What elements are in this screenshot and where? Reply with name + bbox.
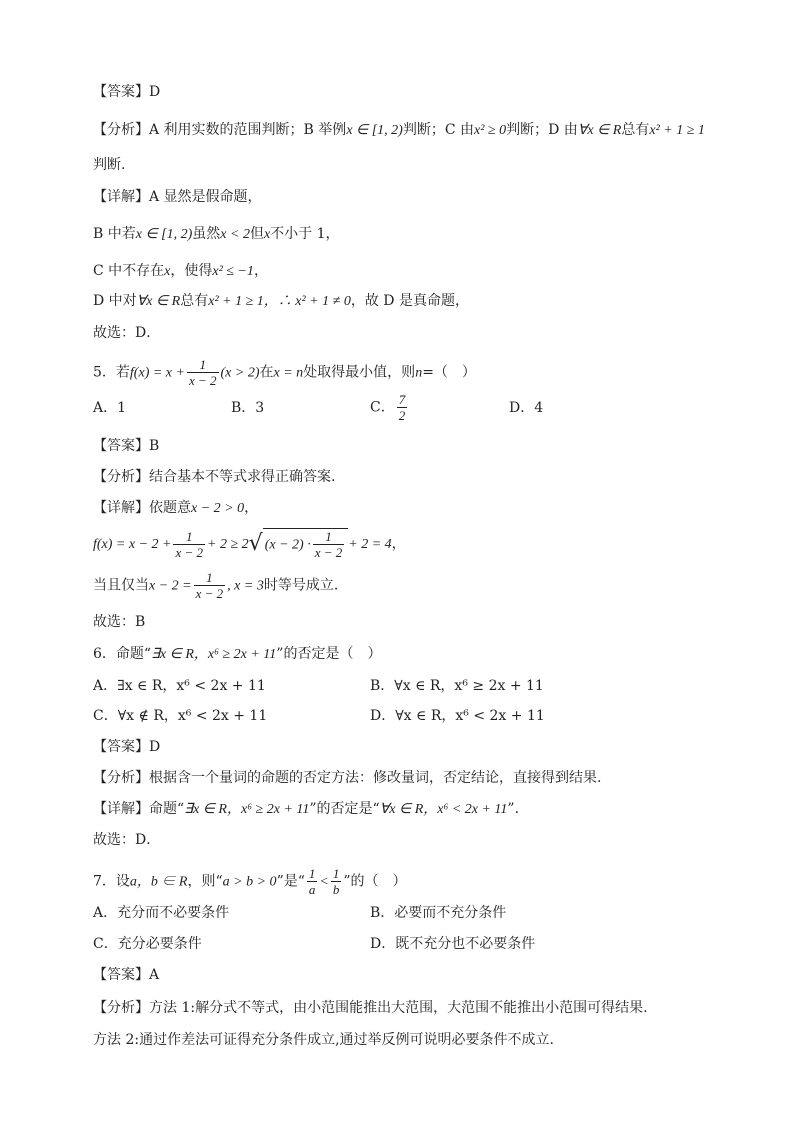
q7-option-d: D．既不充分也不必要条件	[370, 936, 536, 952]
numerator: 1	[187, 357, 219, 373]
math: n	[415, 365, 423, 381]
analysis-tag: 【分析】	[93, 770, 149, 786]
q7-option-c: C．充分必要条件	[93, 936, 202, 952]
q5-condition	[93, 570, 338, 601]
math: x < 2	[220, 227, 250, 242]
choose-text: 故选：B	[93, 614, 146, 630]
choose-text: 故选：D．	[93, 832, 161, 848]
detail-text: ，使得	[170, 263, 213, 279]
fraction	[331, 866, 342, 897]
q6-analysis	[93, 768, 601, 788]
detail-text: 依题意	[149, 500, 191, 516]
q5-detail	[93, 498, 258, 519]
q5-option-b: B．3	[231, 400, 265, 416]
q4-analysis	[93, 120, 705, 141]
analysis-text: 判断.	[93, 157, 126, 173]
fraction	[187, 357, 219, 388]
detail-text: 不小于 1，	[270, 226, 340, 242]
q7-analysis-method2	[93, 1030, 554, 1050]
numerator: 1	[308, 866, 316, 881]
analysis-text: 判断；D 由	[506, 122, 578, 138]
math: , x = 3	[227, 578, 264, 594]
denominator: x − 2	[314, 545, 343, 560]
math: ∃x ∈ R，x⁶ ≥ 2x + 11	[151, 647, 277, 662]
math: x = n	[273, 365, 304, 381]
math: a > b > 0	[222, 874, 277, 890]
q5-answer	[93, 436, 159, 456]
q5-option-d: D．4	[509, 400, 544, 416]
denominator: b	[332, 882, 340, 897]
q6-option-b: B．∀x ∈ R，x⁶ ≥ 2x + 11	[370, 678, 544, 694]
numerator: 1	[194, 570, 226, 586]
detail-text: 命题“	[149, 801, 185, 817]
math: x	[263, 227, 271, 242]
answer-tag: 【答案】	[93, 438, 149, 454]
stem-text: ”的否定是（ ）	[276, 646, 382, 662]
analysis-text: 方法 2:通过作差法可证得充分条件成立,通过举反例可说明必要条件不成立.	[93, 1032, 554, 1048]
denominator: 2	[398, 408, 406, 423]
math: x² + 1 ≥ 1	[649, 123, 705, 138]
q6-choose	[93, 830, 160, 850]
math: x² ≤ −1	[212, 264, 254, 279]
math: x − 2 > 0	[191, 501, 245, 516]
math: ∃x ∈ R，x⁶ ≥ 2x + 11	[184, 802, 310, 817]
analysis-text: 结合基本不等式求得正确答案.	[149, 469, 336, 485]
question-number: 5．若	[93, 364, 130, 381]
analysis-tag: 【分析】	[93, 1000, 149, 1016]
detail-text: ，	[244, 500, 259, 516]
q5-choose	[93, 612, 145, 632]
detail-text: ，故 D 是真命题，	[350, 293, 469, 309]
detail-text: ，	[253, 263, 268, 279]
detail-text: C 中不存在	[93, 263, 165, 279]
math: + 2 = 4	[348, 537, 392, 552]
detail-text: 当且仅当	[93, 577, 149, 594]
analysis-text: 总有	[621, 122, 650, 138]
math: x² + 1 ≥ 1，∴ x² + 1 ≠ 0	[208, 294, 351, 309]
q7-analysis	[93, 998, 648, 1018]
q6-option-c: C．∀x ∉ R，x⁶ < 2x + 11	[93, 708, 268, 724]
stem-text: ，则“	[187, 873, 223, 890]
numerator: 7	[398, 392, 406, 407]
detail-text: ”.	[507, 801, 520, 817]
q7-answer	[93, 965, 159, 985]
math: ∀x ∈ R	[136, 294, 181, 309]
detail-tag: 【详解】	[93, 801, 149, 817]
question-number: 7．设	[93, 873, 130, 890]
stem-text: =（ ）	[422, 364, 476, 381]
answer-value: D	[149, 84, 161, 100]
math: + 2 ≥ 2	[207, 537, 249, 552]
math: x ∈ [1, 2)	[135, 227, 193, 242]
detail-text: D 中对	[93, 293, 137, 309]
q6-detail	[93, 799, 519, 820]
q4-detail-d	[93, 291, 469, 312]
math: a，b ∈ R	[129, 874, 188, 890]
stem-text: 在	[259, 364, 274, 381]
math: (x > 2)	[220, 365, 260, 381]
stem-text: ”是“	[276, 873, 305, 890]
fraction	[173, 529, 205, 560]
radical-sign: √	[248, 531, 263, 556]
detail-text: 总有	[180, 293, 209, 309]
q4-choose	[93, 323, 160, 343]
q5-option-c	[370, 392, 409, 423]
math: (x − 2) ·	[264, 537, 311, 553]
answer-tag: 【答案】	[93, 967, 149, 983]
choose-text: 故选：D．	[93, 325, 161, 341]
detail-text: 虽然	[192, 226, 221, 242]
math: f(x) = x +	[129, 365, 185, 381]
denominator: x − 2	[175, 544, 204, 560]
sqrt-content	[263, 528, 349, 560]
detail-tag: 【详解】	[93, 500, 149, 516]
denominator: x − 2	[195, 586, 224, 601]
analysis-tag: 【分析】	[93, 469, 149, 485]
detail-text: A 显然是假命题，	[149, 189, 262, 205]
analysis-text: 方法 1:解分式不等式，由小范围能推出大范围，大范围不能推出小范围可得结果.	[149, 1000, 648, 1016]
math: ∀x ∈ R，x⁶ < 2x + 11	[379, 802, 508, 817]
q5-equation	[93, 528, 406, 560]
fraction	[307, 866, 318, 897]
q4-analysis-cont	[93, 155, 125, 175]
math: x	[164, 264, 171, 279]
numerator: 1	[313, 529, 345, 545]
answer-value: A	[149, 967, 160, 983]
q7-option-a: A．充分而不必要条件	[93, 905, 230, 921]
denominator: x − 2	[188, 373, 217, 388]
fraction	[397, 392, 408, 423]
math: <	[319, 874, 329, 890]
fraction	[194, 570, 226, 601]
denominator: a	[308, 882, 316, 897]
analysis-text: 判断；C 由	[402, 122, 475, 138]
numerator: 1	[332, 866, 340, 881]
q6-stem	[93, 644, 381, 665]
answer-value: B	[149, 438, 160, 454]
q7-stem	[93, 866, 407, 897]
math: x − 2 =	[149, 578, 192, 594]
q5-option-a: A．1	[93, 400, 127, 416]
q4-detail	[93, 187, 262, 207]
q5-stem	[93, 357, 476, 388]
answer-value: D	[149, 739, 161, 755]
q4-detail-b	[93, 224, 340, 245]
q5-analysis	[93, 467, 335, 487]
math: ∀x ∈ R	[577, 123, 622, 138]
math: x ∈ [1, 2)	[346, 123, 403, 138]
q6-option-a: A．∃x ∈ R，x⁶ < 2x + 11	[93, 678, 266, 694]
math: x² ≥ 0	[474, 123, 507, 138]
detail-text: 但	[249, 226, 264, 242]
analysis-text: A 利用实数的范围判断；B 举例	[149, 122, 347, 138]
q6-answer	[93, 737, 160, 757]
q4-detail-c	[93, 261, 268, 282]
q6-option-d: D．∀x ∈ R，x⁶ < 2x + 11	[370, 708, 545, 724]
q4-answer	[93, 82, 160, 102]
answer-tag: 【答案】	[93, 84, 149, 100]
question-number: 6．命题“	[93, 646, 152, 662]
analysis-tag: 【分析】	[93, 122, 149, 138]
detail-text: ”的否定是“	[309, 801, 380, 817]
stem-text: 处取得最小值，则	[303, 364, 416, 381]
detail-text: 时等号成立.	[263, 577, 339, 594]
stem-text: ”的（ ）	[343, 873, 407, 890]
punct: ，	[391, 536, 406, 552]
detail-text: B 中若	[93, 226, 136, 242]
math: f(x) = x − 2 +	[93, 537, 172, 552]
analysis-text: 根据含一个量词的命题的否定方法：修改量词，否定结论，直接得到结果.	[149, 770, 602, 786]
numerator: 1	[173, 529, 205, 545]
answer-tag: 【答案】	[93, 739, 149, 755]
q7-option-b: B．必要而不充分条件	[370, 905, 507, 921]
option-label: C．	[370, 399, 395, 416]
detail-tag: 【详解】	[93, 189, 149, 205]
fraction	[313, 529, 345, 560]
